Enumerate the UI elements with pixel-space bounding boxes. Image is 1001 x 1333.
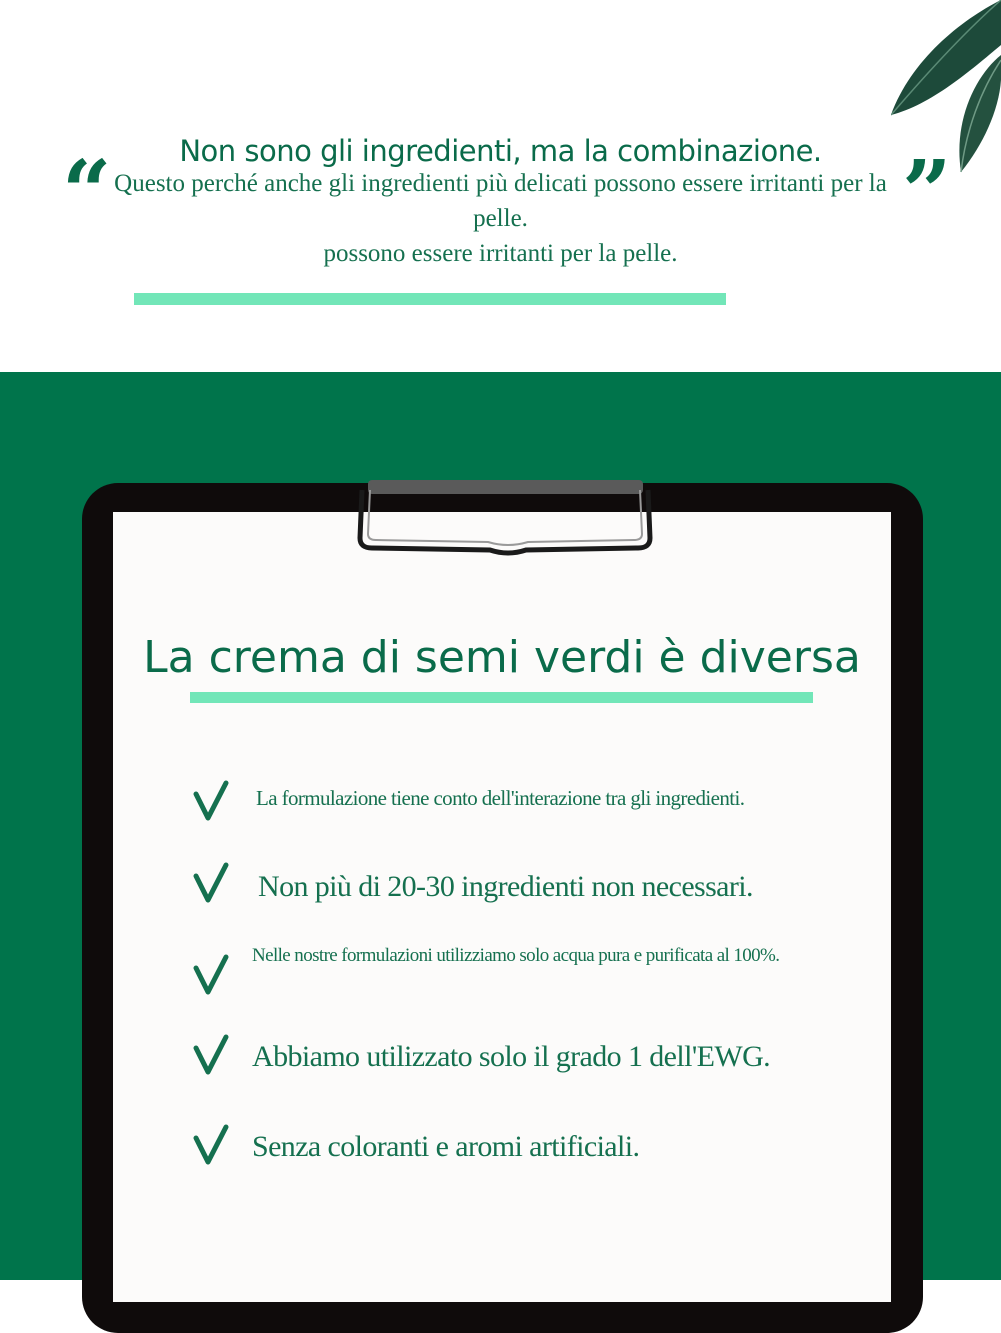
clipboard-paper — [113, 512, 891, 1302]
feature-item: La formulazione tiene conto dell'interazione tra gli ingredienti. — [256, 786, 745, 810]
check-icon — [193, 1124, 229, 1166]
quote-headline: Non sono gli ingredienti, ma la combinazione. — [179, 134, 822, 168]
open-quote-icon: “ — [62, 142, 112, 243]
clipboard-clip-icon — [350, 476, 660, 566]
quote-line-1: Questo perché anche gli ingredienti più delicati possono essere irritanti per la pelle. — [114, 170, 887, 232]
feature-item: Non più di 20-30 ingredienti non necessari. — [258, 870, 753, 903]
feature-item: Senza coloranti e aromi artificiali. — [252, 1130, 640, 1163]
check-icon — [193, 862, 229, 904]
quote-text — [88, 166, 913, 271]
close-quote-icon: ” — [902, 142, 952, 243]
feature-item: Nelle nostre formulazioni utilizziamo solo acqua pura e purificata al 100%. — [252, 945, 780, 966]
check-icon — [193, 954, 229, 996]
check-icon — [193, 1034, 229, 1076]
check-icon — [193, 780, 229, 822]
quote-underline — [134, 293, 726, 305]
title-underline — [190, 692, 813, 703]
card-title: La crema di semi verdi è diversa — [143, 632, 861, 683]
feature-item: Abbiamo utilizzato solo il grado 1 dell'EWG. — [252, 1040, 771, 1073]
quote-line-2: possono essere irritanti per la pelle. — [323, 240, 678, 267]
